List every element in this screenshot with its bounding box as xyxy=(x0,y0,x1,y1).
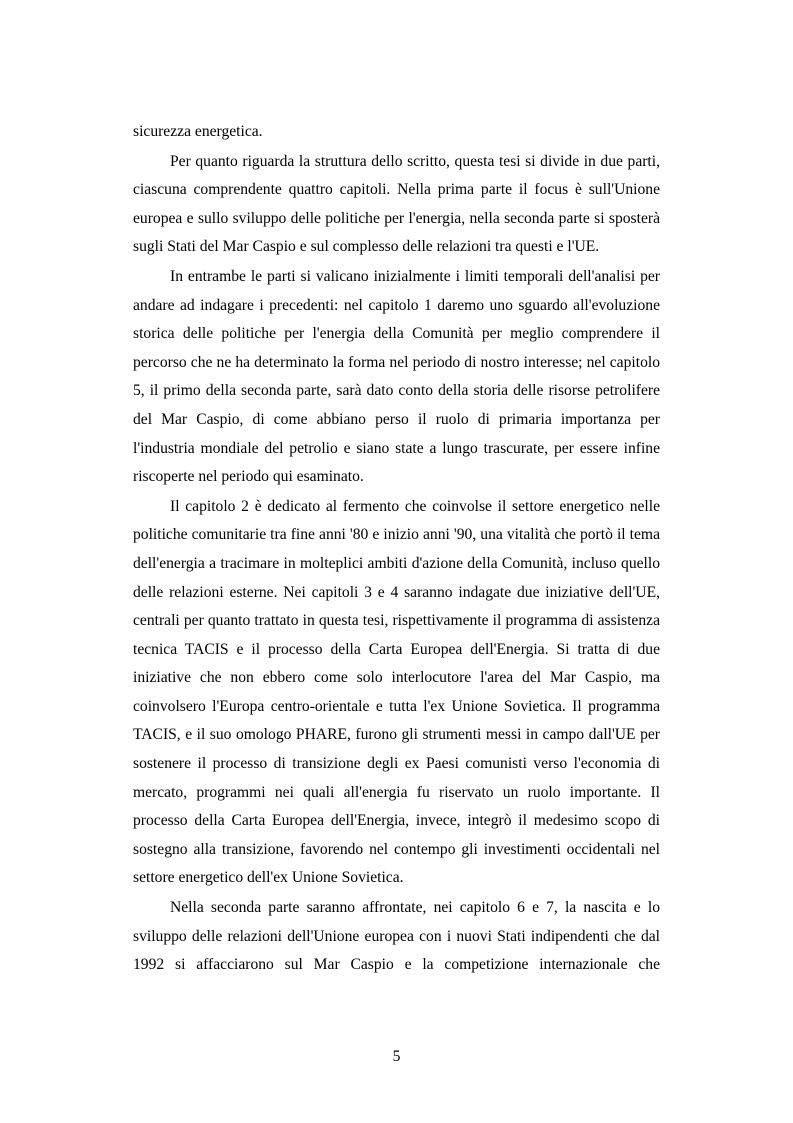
paragraph-chapters-tacis: Il capitolo 2 è dedicato al fermento che coinvolse il settore energetico nelle politiche comunitarie tra fine anni '80 e inizio anni '90, una vitalità che portò il tema dell'energia a tracimare in molteplici ambiti d'azione della Comunità, incluso quello delle relazioni esterne. Nei capitoli 3 e 4 saranno indagate due iniziative dell'UE, centrali per quanto trattato in questa tesi, rispettivamente il programma di assistenza tecnica TACIS e il processo della Carta Europea dell'Energia. Si tratta di due iniziative che non ebbero come solo interlocutore l'area del Mar Caspio, ma coinvolsero l'Europa centro-orientale e tutta l'ex Unione Sovietica. Il programma TACIS, e il suo omologo PHARE, furono gli strumenti messi in campo dall'UE per sostenere il processo di transizione degli ex Paesi comunisti verso l'economia di mercato, programmi nei quali all'energia fu riservato un ruolo importante. Il processo della Carta Europea dell'Energia, invece, integrò il medesimo scopo di sostegno alla transizione, favorendo nel contempo gli investimenti occidentali nel settore energetico dell'ex Unione Sovietica. xyxy=(133,497,660,887)
paragraph-structure: Per quanto riguarda la struttura dello scritto, questa tesi si divide in due parti, ciascuna comprendente quattro capitoli. Nella prima parte il focus è sull'Unione europea e sullo sviluppo delle politiche per l'energia, nella seconda parte si sposterà sugli Stati del Mar Caspio e sul complesso delle relazioni tra questi e l'UE. xyxy=(133,152,660,256)
body-text xyxy=(133,118,660,980)
paragraph-second-part: Nella seconda parte saranno affrontate, nei capitolo 6 e 7, la nascita e lo sviluppo delle relazioni dell'Unione europea con i nuovi Stati indipendenti che dal 1992 si affacciarono sul Mar Caspio e la competizione internazionale che xyxy=(133,899,660,974)
paragraph-continuation: sicurezza energetica. xyxy=(133,123,263,140)
page-number: 5 xyxy=(392,1048,401,1065)
paragraph-chapters-history: In entrambe le parti si valicano inizialmente i limiti temporali dell'analisi per andare ad indagare i precedenti: nel capitolo 1 daremo uno sguardo all'evoluzione storica delle politiche per l'energia della Comunità per meglio comprendere il percorso che ne ha determinato la forma nel periodo di nostro interesse; nel capitolo 5, il primo della seconda parte, sarà dato conto della storia delle risorse petrolifere del Mar Caspio, di come abbiano perso il ruolo di primaria importanza per l'industria mondiale del petrolio e siano state a lungo trascurate, per essere infine riscoperte nel periodo qui esaminato. xyxy=(133,267,660,486)
